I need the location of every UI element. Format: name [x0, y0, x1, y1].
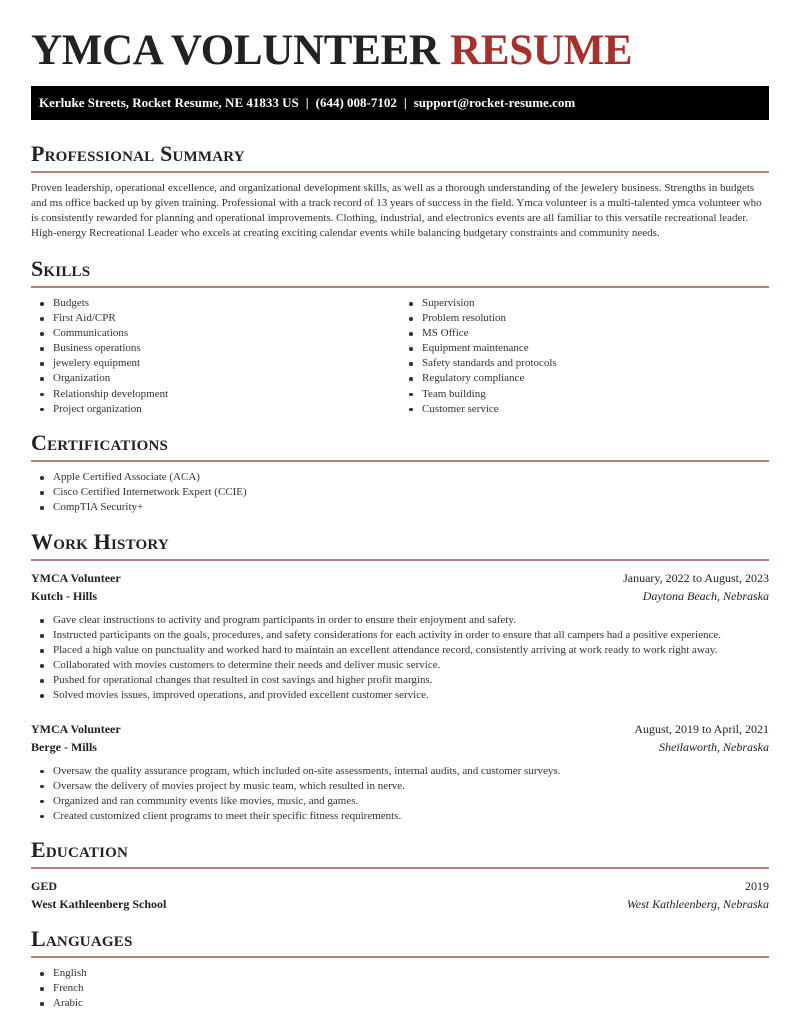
job-header-row	[31, 569, 769, 587]
job-bullet: Created customized client programs to meet their specific fitness requirements.	[31, 809, 769, 824]
section-divider	[31, 286, 769, 288]
section-divider	[31, 559, 769, 561]
contact-separator: |	[403, 95, 407, 110]
job-bullet: Instructed participants on the goals, procedures, and safety considerations for each activity in order to ensure that all campers had a positive experience.	[31, 628, 769, 643]
skill-item: Equipment maintenance	[400, 341, 769, 356]
skill-item: Customer service	[400, 402, 769, 417]
language-item: Arabic	[31, 996, 769, 1011]
job-company-row	[31, 587, 769, 605]
job-location: Daytona Beach, Nebraska	[642, 589, 769, 603]
job-bullet: Oversaw the delivery of movies project by music team, which resulted in nerve.	[31, 779, 769, 794]
education-location: West Kathleenberg, Nebraska	[626, 897, 769, 911]
education-school-row	[31, 895, 769, 913]
job-header-row	[31, 720, 769, 738]
certification-item: Cisco Certified Internetwork Expert (CCIE)	[31, 485, 769, 500]
education-entry	[31, 877, 769, 913]
skill-item: Team building	[400, 387, 769, 402]
section-heading: Education	[31, 837, 129, 862]
skill-item: Safety standards and protocols	[400, 356, 769, 371]
job-title: YMCA Volunteer	[31, 721, 121, 736]
skill-item: Business operations	[31, 341, 400, 356]
education-school: West Kathleenberg School	[31, 897, 167, 911]
job-bullet: Organized and ran community events like movies, music, and games.	[31, 794, 769, 809]
job-bullet: Solved movies issues, improved operations, and provided excellent customer service.	[31, 688, 769, 703]
job-location: Sheilaworth, Nebraska	[659, 739, 769, 754]
job-bullet: Placed a high value on punctuality and worked hard to maintain an excellent attendance record, consistently arriving at work ready to work right away.	[31, 643, 769, 658]
contact-separator: |	[305, 95, 309, 110]
education-row	[31, 877, 769, 895]
section-divider	[31, 956, 769, 958]
skill-item: First Aid/CPR	[31, 311, 400, 326]
language-item: English	[31, 966, 769, 981]
work-history-section	[31, 529, 769, 824]
job-entry	[31, 720, 769, 824]
skill-item: Regulatory compliance	[400, 371, 769, 386]
job-entry	[31, 569, 769, 704]
skill-item: MS Office	[400, 326, 769, 341]
section-heading: Skills	[31, 256, 91, 281]
skill-item: jewelery equipment	[31, 356, 400, 371]
certifications-section	[31, 430, 769, 515]
job-dates: August, 2019 to April, 2021	[634, 721, 769, 736]
skill-item: Problem resolution	[400, 311, 769, 326]
languages-list	[31, 966, 769, 1011]
contact-address: Kerluke Streets, Rocket Resume, NE 41833 US	[39, 95, 299, 110]
job-bullet: Pushed for operational changes that resulted in cost savings and higher profit margins.	[31, 673, 769, 688]
job-bullet: Collaborated with movies customers to determine their needs and deliver music service.	[31, 658, 769, 673]
section-divider	[31, 867, 769, 869]
education-degree: GED	[31, 879, 58, 893]
job-bullet: Gave clear instructions to activity and program participants in order to ensure their enjoyment and safety.	[31, 613, 769, 628]
skill-item: Budgets	[31, 296, 400, 311]
job-company: Kutch - Hills	[31, 589, 98, 603]
section-heading: Professional Summary	[31, 141, 245, 166]
contact-phone: (644) 008-7102	[315, 95, 397, 110]
education-year: 2019	[745, 879, 769, 893]
job-bullets	[31, 764, 769, 824]
skill-item: Relationship development	[31, 387, 400, 402]
job-bullet: Oversaw the quality assurance program, which included on-site assessments, internal audits, and customer surveys.	[31, 764, 769, 779]
certification-item: CompTIA Security+	[31, 500, 769, 515]
section-heading: Certifications	[31, 430, 169, 455]
skill-item: Project organization	[31, 402, 400, 417]
skills-right-list	[400, 296, 769, 417]
summary-section	[31, 141, 769, 241]
contact-email: support@rocket-resume.com	[413, 95, 576, 110]
certifications-list	[31, 470, 769, 515]
skills-left-list	[31, 296, 400, 417]
languages-section	[31, 926, 769, 1011]
job-title: YMCA Volunteer	[31, 571, 121, 585]
skills-section	[31, 256, 769, 417]
title-accent: RESUME	[450, 27, 633, 74]
section-divider	[31, 460, 769, 462]
job-company: Berge - Mills	[31, 739, 97, 754]
skill-item: Supervision	[400, 296, 769, 311]
summary-text: Proven leadership, operational excellence, and organizational development skills, as well as a thorough understanding of the jewelery business. Strengths in budgets and ms office backed up by given training. Professional with a track record of 13 years of success in the field. Ymca volunteer is a multi-talented ymca volunteer who is consistently rewarded for planning and operational improvements. Clothing, industrial, and electronics events are all familiar to this versatile recreational leader. High-energy Recreational Leader who excels at creating exciting calendar events while balancing budgetary constraints and community needs.	[31, 182, 762, 239]
job-dates: January, 2022 to August, 2023	[623, 571, 769, 585]
title-main: YMCA VOLUNTEER	[31, 27, 440, 74]
section-divider	[31, 171, 769, 173]
certification-item: Apple Certified Associate (ACA)	[31, 470, 769, 485]
education-section	[31, 837, 769, 913]
language-item: French	[31, 981, 769, 996]
contact-bar	[31, 86, 769, 120]
section-heading: Languages	[31, 926, 133, 951]
job-company-row	[31, 738, 769, 756]
section-heading: Work History	[31, 529, 169, 554]
skill-item: Communications	[31, 326, 400, 341]
skill-item: Organization	[31, 371, 400, 386]
skills-grid	[31, 296, 769, 417]
job-bullets	[31, 613, 769, 704]
resume-title	[31, 0, 769, 86]
